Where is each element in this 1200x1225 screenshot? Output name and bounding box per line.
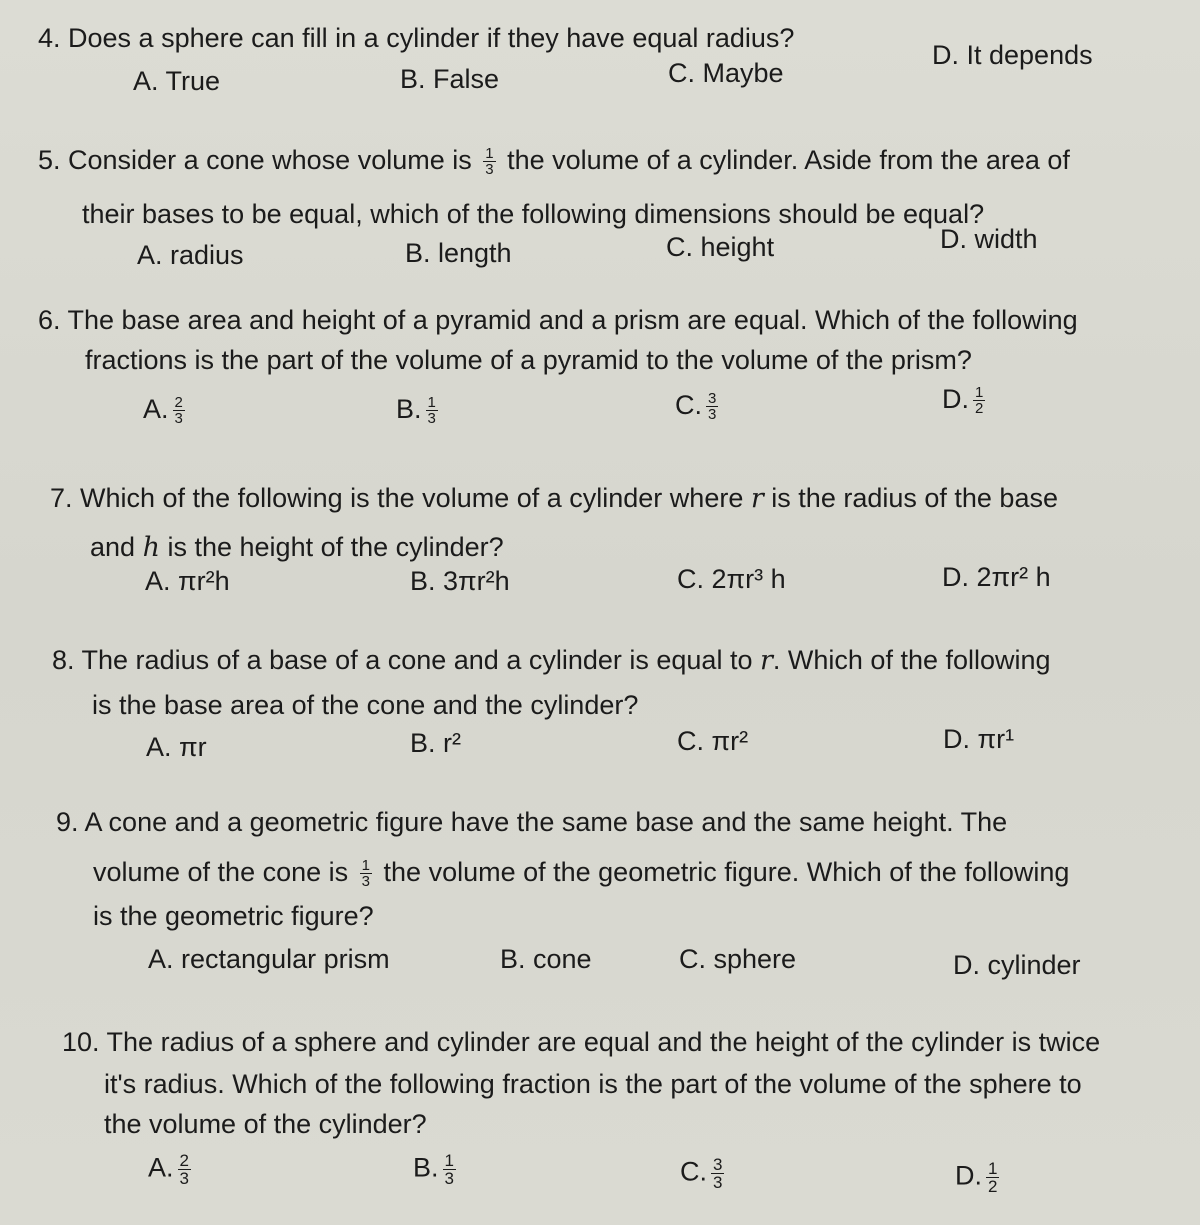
question-9-stem-line-3: is the geometric figure? bbox=[93, 901, 374, 931]
fraction: $\frac{2}{3}$ bbox=[179, 1151, 189, 1188]
question-6-option-d: D. $\frac{1}{2}$ bbox=[942, 384, 984, 418]
fraction: $\frac{3}{3}$ bbox=[713, 1155, 723, 1192]
fraction: $\frac{3}{3}$ bbox=[708, 390, 717, 424]
fraction: $\frac{1}{3}$ bbox=[361, 857, 371, 891]
question-5-option-d: D. width bbox=[940, 224, 1038, 254]
question-5-option-b: B. length bbox=[405, 238, 512, 268]
question-10 bbox=[0, 1022, 1200, 1196]
question-4-option-d: D. It depends bbox=[932, 40, 1093, 70]
question-4-stem: 4. Does a sphere can fill in a cylinder if they have equal radius? bbox=[38, 23, 795, 53]
question-6-option-b: B. $\frac{1}{3}$ bbox=[396, 394, 436, 428]
question-5-option-c: C. height bbox=[666, 232, 775, 262]
question-6-option-c: C. $\frac{3}{3}$ bbox=[675, 390, 717, 424]
question-4-option-a: A. True bbox=[133, 66, 221, 96]
question-7-option-b: B. 3πr²h bbox=[410, 566, 510, 596]
question-9-option-c: C. sphere bbox=[679, 944, 797, 974]
question-6-stem-line-2: fractions is the part of the volume of a pyramid to the volume of the prism? bbox=[85, 345, 972, 375]
question-10-stem-line-3: the volume of the cylinder? bbox=[104, 1109, 427, 1139]
question-5-option-a: A. radius bbox=[137, 240, 244, 270]
question-10-option-b: B. $\frac{1}{3}$ bbox=[413, 1151, 454, 1188]
fraction: $\frac{1}{2}$ bbox=[975, 384, 984, 418]
question-8 bbox=[0, 640, 1200, 762]
question-10-option-d: D. $\frac{1}{2}$ bbox=[955, 1159, 998, 1196]
question-7-option-d: D. 2πr² h bbox=[942, 562, 1051, 592]
question-5-stem-line-1: 5. Consider a cone whose volume is $\frac{1}{3}$ the volume of a cylinder. Aside from the area of bbox=[38, 145, 1070, 179]
question-9-stem-line-2: volume of the cone is $\frac{1}{3}$ the volume of the geometric figure. Which of the following bbox=[93, 857, 1070, 891]
question-9-stem-line-1: 9. A cone and a geometric figure have the same base and the same height. The bbox=[56, 807, 1008, 837]
fraction: $\frac{2}{3}$ bbox=[174, 394, 183, 428]
question-7-option-c: C. 2πr³ h bbox=[677, 564, 786, 594]
question-4-option-c: C. Maybe bbox=[668, 58, 784, 88]
question-10-option-a: A. $\frac{2}{3}$ bbox=[148, 1151, 189, 1188]
question-4-option-b: B. False bbox=[400, 64, 500, 94]
question-9-option-d: D. cylinder bbox=[953, 950, 1081, 980]
question-8-stem-line-2: is the base area of the cone and the cylinder? bbox=[92, 690, 639, 720]
question-8-option-d: D. πr¹ bbox=[943, 724, 1015, 754]
question-8-option-c: C. πr² bbox=[677, 726, 749, 756]
question-7-option-a: A. πr²h bbox=[145, 566, 230, 596]
question-7-stem-line-1: 7. Which of the following is the volume of a cylinder where r is the radius of the base bbox=[50, 483, 1058, 514]
question-4 bbox=[0, 18, 1200, 96]
question-6 bbox=[0, 300, 1200, 428]
question-9 bbox=[0, 802, 1200, 980]
question-5 bbox=[0, 140, 1200, 270]
question-10-stem-line-2: it's radius. Which of the following fraction is the part of the volume of the sphere to bbox=[104, 1069, 1082, 1099]
question-9-option-a: A. rectangular prism bbox=[148, 944, 390, 974]
fraction: $\frac{1}{3}$ bbox=[427, 394, 436, 428]
question-6-option-a: A. $\frac{2}{3}$ bbox=[143, 394, 183, 428]
question-9-option-b: B. cone bbox=[500, 944, 592, 974]
question-6-stem-line-1: 6. The base area and height of a pyramid and a prism are equal. Which of the following bbox=[38, 305, 1078, 335]
question-8-option-a: A. πr bbox=[146, 732, 207, 762]
question-7 bbox=[0, 478, 1200, 596]
fraction: $\frac{1}{2}$ bbox=[988, 1159, 998, 1196]
question-8-option-b: B. r² bbox=[410, 728, 461, 758]
question-10-option-c: C. $\frac{3}{3}$ bbox=[680, 1155, 723, 1192]
question-10-stem-line-1: 10. The radius of a sphere and cylinder are equal and the height of the cylinder is twice bbox=[62, 1027, 1101, 1057]
question-7-stem-line-2: and h is the height of the cylinder? bbox=[90, 532, 504, 563]
question-8-stem-line-1: 8. The radius of a base of a cone and a cylinder is equal to r. Which of the following bbox=[52, 645, 1051, 676]
fraction: $\frac{1}{3}$ bbox=[444, 1151, 454, 1188]
question-5-stem-line-2: their bases to be equal, which of the following dimensions should be equal? bbox=[82, 199, 985, 229]
fraction: $\frac{1}{3}$ bbox=[485, 145, 494, 179]
